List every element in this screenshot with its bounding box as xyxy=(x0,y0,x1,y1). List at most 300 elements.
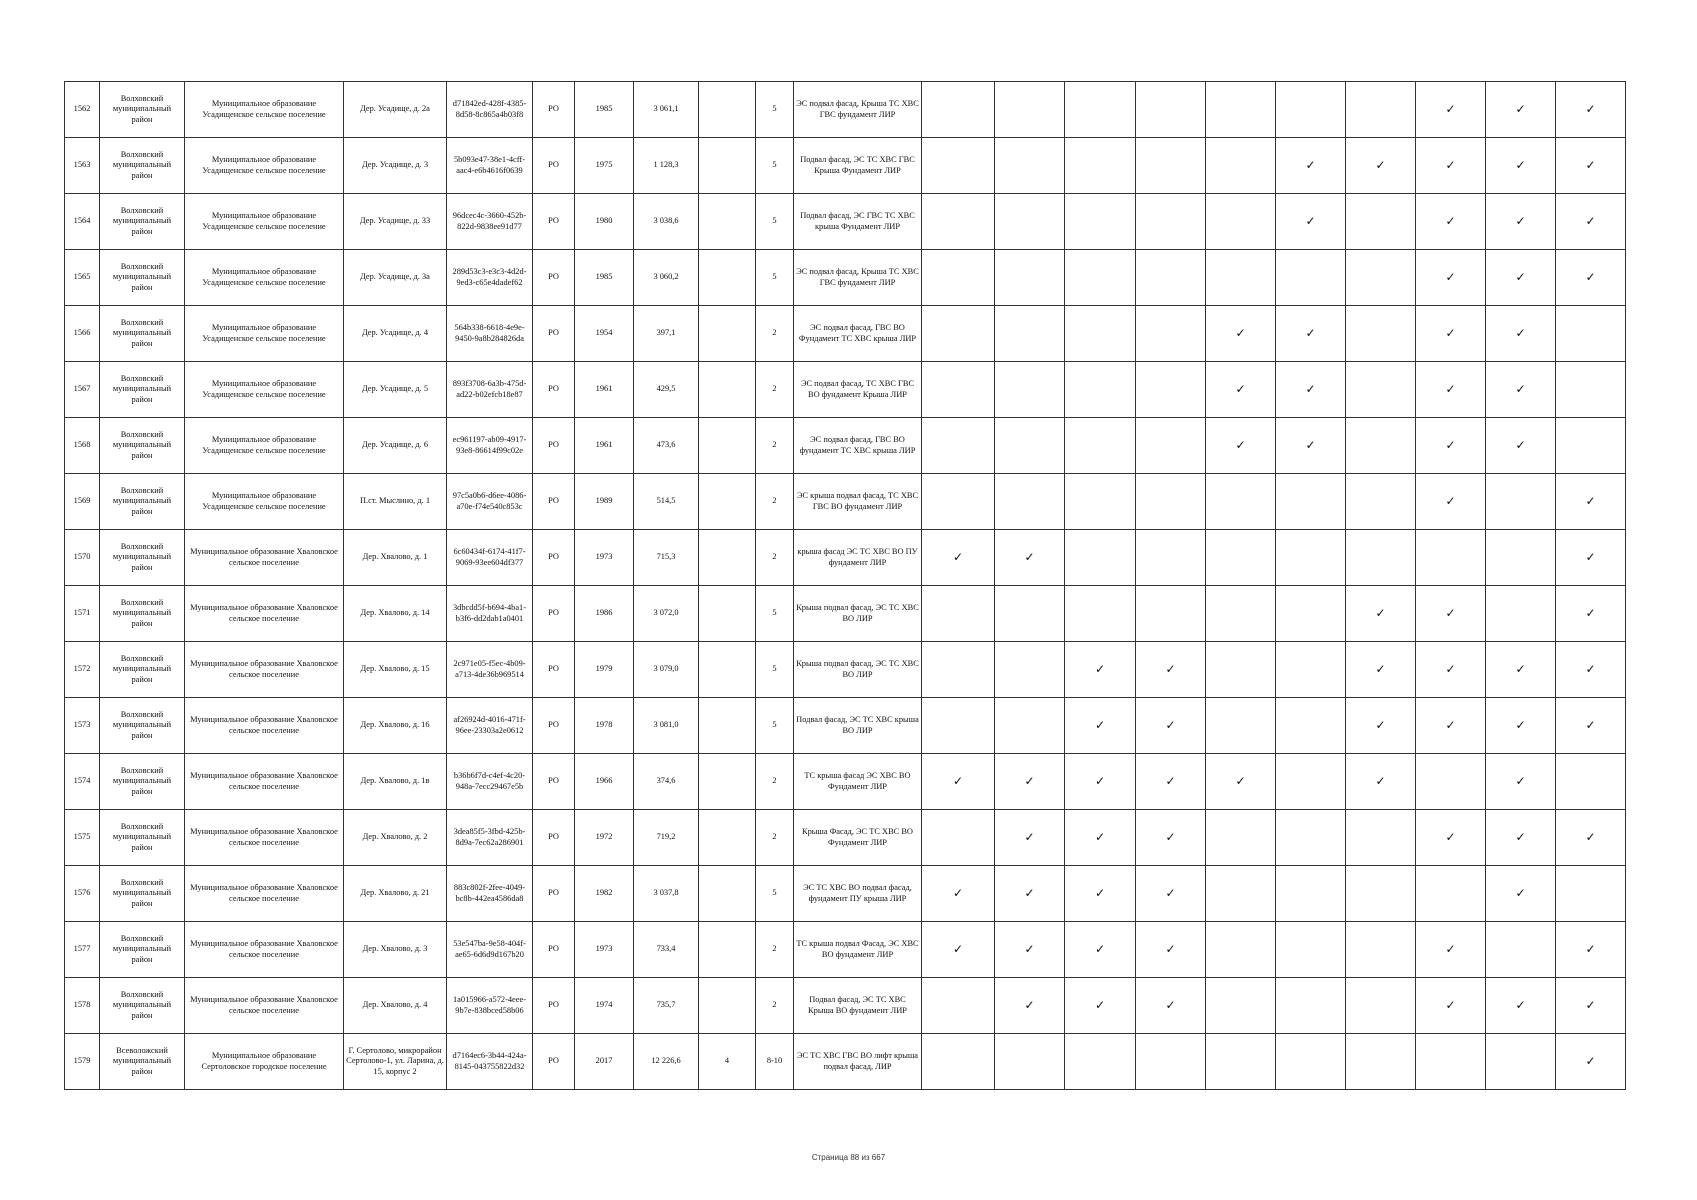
municipality-cell: Муниципальное образование Усадищенское сельское поселение xyxy=(185,306,344,362)
checkmark-icon: ✓ xyxy=(952,886,964,901)
checkmark-icon: ✓ xyxy=(1375,606,1386,621)
checkmark-icon: ✓ xyxy=(1305,214,1316,229)
floors-cell: 2 xyxy=(756,474,794,530)
checkmark-icon: ✓ xyxy=(1094,662,1106,677)
work-check-cell xyxy=(1556,418,1626,474)
table-row xyxy=(65,530,1626,586)
address-cell: Г. Сертолово, микрорайон Сертолово-1, ул. Ларина, д. 15, корпус 2 xyxy=(344,1034,447,1090)
checkmark-icon: ✓ xyxy=(1445,158,1456,173)
house-code-cell: 6c60434f-6174-41f7-9069-93ee604df377 xyxy=(447,530,533,586)
checkmark-icon: ✓ xyxy=(1585,494,1596,509)
checkmark-icon: ✓ xyxy=(1445,662,1456,677)
work-check-cell xyxy=(922,754,995,810)
type-cell: РО xyxy=(533,306,575,362)
type-cell: РО xyxy=(533,810,575,866)
work-check-cell xyxy=(1136,418,1206,474)
area-cell: 473,6 xyxy=(634,418,699,474)
checkmark-icon: ✓ xyxy=(1515,270,1526,285)
checkmark-icon: ✓ xyxy=(1445,942,1456,957)
type-cell: РО xyxy=(533,82,575,138)
house-code-cell: 3dbcdd5f-b694-4ba1-b3f6-dd2dab1a0401 xyxy=(447,586,533,642)
work-check-cell xyxy=(1416,138,1486,194)
row-number-cell: 1573 xyxy=(65,698,100,754)
area-cell: 3 081,0 xyxy=(634,698,699,754)
checkmark-icon: ✓ xyxy=(1515,774,1526,789)
row-number-cell: 1564 xyxy=(65,194,100,250)
checkmark-icon: ✓ xyxy=(1515,662,1526,677)
work-check-cell xyxy=(1346,754,1416,810)
house-code-cell: 289d53c3-e3c3-4d2d-9ed3-c65e4dadef62 xyxy=(447,250,533,306)
house-code-cell: 53e547ba-9e58-404f-ae65-6d6d9d167b20 xyxy=(447,922,533,978)
work-check-cell xyxy=(1346,194,1416,250)
work-check-cell xyxy=(1556,474,1626,530)
work-check-cell xyxy=(1206,1034,1276,1090)
district-cell: Волховский муниципальный район xyxy=(100,530,185,586)
house-code-cell: 2c971e05-f5ec-4b09-a713-4de36b969514 xyxy=(447,642,533,698)
checkmark-icon: ✓ xyxy=(1375,158,1386,173)
work-check-cell xyxy=(1556,306,1626,362)
floors-extra-cell xyxy=(699,194,756,250)
address-cell: Дер. Усадище, д. 5 xyxy=(344,362,447,418)
checkmark-icon: ✓ xyxy=(1585,102,1596,117)
work-check-cell xyxy=(1346,138,1416,194)
work-check-cell xyxy=(1276,418,1346,474)
work-check-cell xyxy=(1065,698,1136,754)
district-cell: Волховский муниципальный район xyxy=(100,866,185,922)
district-cell: Волховский муниципальный район xyxy=(100,586,185,642)
checkmark-icon: ✓ xyxy=(1094,886,1106,901)
work-check-cell xyxy=(1136,194,1206,250)
house-code-cell: 1a015966-a572-4eee-9b7e-838bced58b06 xyxy=(447,978,533,1034)
works-cell: ЭС ТС ХВС ГВС ВО лифт крыша подвал фасад, ЛИР xyxy=(794,1034,922,1090)
work-check-cell xyxy=(995,250,1065,306)
checkmark-icon: ✓ xyxy=(1585,270,1596,285)
floors-extra-cell: 4 xyxy=(699,1034,756,1090)
row-number-cell: 1572 xyxy=(65,642,100,698)
district-cell: Волховский муниципальный район xyxy=(100,82,185,138)
checkmark-icon: ✓ xyxy=(1445,270,1456,285)
work-check-cell xyxy=(1556,754,1626,810)
work-check-cell xyxy=(1136,810,1206,866)
checkmark-icon: ✓ xyxy=(1515,102,1526,117)
work-check-cell xyxy=(1065,362,1136,418)
work-check-cell xyxy=(1276,194,1346,250)
floors-extra-cell xyxy=(699,530,756,586)
work-check-cell xyxy=(1556,586,1626,642)
floors-extra-cell xyxy=(699,418,756,474)
checkmark-icon: ✓ xyxy=(1094,942,1106,957)
work-check-cell xyxy=(1065,306,1136,362)
year-cell: 1989 xyxy=(575,474,634,530)
work-check-cell xyxy=(1346,418,1416,474)
checkmark-icon: ✓ xyxy=(1024,942,1035,957)
work-check-cell xyxy=(1486,474,1556,530)
work-check-cell xyxy=(1486,586,1556,642)
floors-extra-cell xyxy=(699,754,756,810)
address-cell: Дер. Усадище, д. 3 xyxy=(344,138,447,194)
type-cell: РО xyxy=(533,194,575,250)
work-check-cell xyxy=(995,82,1065,138)
work-check-cell xyxy=(1136,698,1206,754)
checkmark-icon: ✓ xyxy=(1235,382,1246,397)
work-check-cell xyxy=(995,138,1065,194)
type-cell: РО xyxy=(533,642,575,698)
checkmark-icon: ✓ xyxy=(1445,382,1456,397)
checkmark-icon: ✓ xyxy=(1585,830,1596,845)
work-check-cell xyxy=(1276,306,1346,362)
municipality-cell: Муниципальное образование Усадищенское сельское поселение xyxy=(185,418,344,474)
address-cell: Дер. Хвалово, д. 3 xyxy=(344,922,447,978)
checkmark-icon: ✓ xyxy=(1305,158,1316,173)
checkmark-icon: ✓ xyxy=(1305,382,1316,397)
type-cell: РО xyxy=(533,978,575,1034)
checkmark-icon: ✓ xyxy=(1375,718,1386,733)
work-check-cell xyxy=(1346,642,1416,698)
table-row xyxy=(65,810,1626,866)
address-cell: Дер. Хвалово, д. 2 xyxy=(344,810,447,866)
district-cell: Волховский муниципальный район xyxy=(100,810,185,866)
checkmark-icon: ✓ xyxy=(952,942,964,957)
work-check-cell xyxy=(1346,530,1416,586)
municipality-cell: Муниципальное образование Хваловское сельское поселение xyxy=(185,530,344,586)
work-check-cell xyxy=(1206,810,1276,866)
work-check-cell xyxy=(1276,922,1346,978)
work-check-cell xyxy=(995,1034,1065,1090)
work-check-cell xyxy=(1416,418,1486,474)
work-check-cell xyxy=(1276,250,1346,306)
work-check-cell xyxy=(1065,922,1136,978)
checkmark-icon: ✓ xyxy=(1445,438,1456,453)
table-row xyxy=(65,754,1626,810)
checkmark-icon: ✓ xyxy=(1585,1054,1596,1069)
work-check-cell xyxy=(1276,698,1346,754)
house-code-cell: 883c802f-2fee-4049-bc8b-442ea4586da8 xyxy=(447,866,533,922)
work-check-cell xyxy=(1346,698,1416,754)
work-check-cell xyxy=(922,362,995,418)
work-check-cell xyxy=(1556,530,1626,586)
row-number-cell: 1577 xyxy=(65,922,100,978)
checkmark-icon: ✓ xyxy=(1094,718,1106,733)
row-number-cell: 1575 xyxy=(65,810,100,866)
works-cell: Подвал фасад, ЭС ТС ХВС ГВС Крыша Фундамент ЛИР xyxy=(794,138,922,194)
year-cell: 1966 xyxy=(575,754,634,810)
work-check-cell xyxy=(1065,642,1136,698)
works-cell: ЭС крыша подвал фасад, ТС ХВС ГВС ВО фундамент ЛИР xyxy=(794,474,922,530)
type-cell: РО xyxy=(533,586,575,642)
work-check-cell xyxy=(1276,586,1346,642)
works-cell: Крыша Фасад, ЭС ТС ХВС ВО Фундамент ЛИР xyxy=(794,810,922,866)
work-check-cell xyxy=(1136,82,1206,138)
works-cell: Крыша подвал фасад, ЭС ТС ХВС ВО ЛИР xyxy=(794,586,922,642)
work-check-cell xyxy=(1346,474,1416,530)
year-cell: 1973 xyxy=(575,530,634,586)
works-cell: ТС крыша фасад ЭС ХВС ВО Фундамент ЛИР xyxy=(794,754,922,810)
work-check-cell xyxy=(1556,1034,1626,1090)
work-check-cell xyxy=(995,306,1065,362)
work-check-cell xyxy=(995,810,1065,866)
district-cell: Волховский муниципальный район xyxy=(100,642,185,698)
checkmark-icon: ✓ xyxy=(1165,774,1176,789)
work-check-cell xyxy=(1346,978,1416,1034)
checkmark-icon: ✓ xyxy=(1094,774,1106,789)
work-check-cell xyxy=(995,418,1065,474)
municipality-cell: Муниципальное образование Хваловское сельское поселение xyxy=(185,642,344,698)
work-check-cell xyxy=(1556,810,1626,866)
work-check-cell xyxy=(1556,250,1626,306)
municipality-cell: Муниципальное образование Хваловское сельское поселение xyxy=(185,810,344,866)
floors-cell: 5 xyxy=(756,82,794,138)
table-row xyxy=(65,866,1626,922)
municipality-cell: Муниципальное образование Хваловское сельское поселение xyxy=(185,698,344,754)
municipality-cell: Муниципальное образование Усадищенское сельское поселение xyxy=(185,138,344,194)
house-code-cell: 5b093e47-38e1-4cff-aac4-e6b4616f0639 xyxy=(447,138,533,194)
work-check-cell xyxy=(1486,1034,1556,1090)
checkmark-icon: ✓ xyxy=(1445,494,1456,509)
work-check-cell xyxy=(922,474,995,530)
work-check-cell xyxy=(1556,362,1626,418)
house-code-cell: 893f3708-6a3b-475d-ad22-b02efcb18e87 xyxy=(447,362,533,418)
work-check-cell xyxy=(995,978,1065,1034)
row-number-cell: 1578 xyxy=(65,978,100,1034)
floors-cell: 5 xyxy=(756,866,794,922)
checkmark-icon: ✓ xyxy=(1585,214,1596,229)
work-check-cell xyxy=(1276,82,1346,138)
district-cell: Волховский муниципальный район xyxy=(100,698,185,754)
works-cell: Крыша подвал фасад, ЭС ТС ХВС ВО ЛИР xyxy=(794,642,922,698)
floors-cell: 8-10 xyxy=(756,1034,794,1090)
floors-extra-cell xyxy=(699,82,756,138)
work-check-cell xyxy=(1416,530,1486,586)
work-check-cell xyxy=(1065,418,1136,474)
row-number-cell: 1566 xyxy=(65,306,100,362)
district-cell: Волховский муниципальный район xyxy=(100,306,185,362)
works-cell: Подвал фасад, ЭС ТС ХВС Крыша ВО фундамент ЛИР xyxy=(794,978,922,1034)
checkmark-icon: ✓ xyxy=(1165,886,1176,901)
checkmark-icon: ✓ xyxy=(1445,998,1456,1013)
checkmark-icon: ✓ xyxy=(1165,998,1176,1013)
area-cell: 3 038,6 xyxy=(634,194,699,250)
work-check-cell xyxy=(922,194,995,250)
district-cell: Волховский муниципальный район xyxy=(100,194,185,250)
checkmark-icon: ✓ xyxy=(1024,830,1035,845)
work-check-cell xyxy=(922,698,995,754)
checkmark-icon: ✓ xyxy=(952,550,964,565)
table-row xyxy=(65,474,1626,530)
house-code-cell: d71842ed-428f-4385-8d58-8c865a4b03f8 xyxy=(447,82,533,138)
work-check-cell xyxy=(1486,250,1556,306)
work-check-cell xyxy=(1486,698,1556,754)
work-check-cell xyxy=(1136,530,1206,586)
work-check-cell xyxy=(1416,922,1486,978)
work-check-cell xyxy=(995,586,1065,642)
year-cell: 1978 xyxy=(575,698,634,754)
area-cell: 715,3 xyxy=(634,530,699,586)
works-cell: ЭС ТС ХВС ВО подвал фасад, фундамент ПУ крыша ЛИР xyxy=(794,866,922,922)
work-check-cell xyxy=(1556,194,1626,250)
checkmark-icon: ✓ xyxy=(1094,830,1106,845)
work-check-cell xyxy=(1136,866,1206,922)
work-check-cell xyxy=(1136,922,1206,978)
house-code-cell: ec961197-ab09-4917-93e8-86614f99c02e xyxy=(447,418,533,474)
checkmark-icon: ✓ xyxy=(1585,942,1596,957)
checkmark-icon: ✓ xyxy=(1235,438,1246,453)
work-check-cell xyxy=(1065,474,1136,530)
row-number-cell: 1563 xyxy=(65,138,100,194)
work-check-cell xyxy=(1486,978,1556,1034)
work-check-cell xyxy=(1416,82,1486,138)
floors-cell: 2 xyxy=(756,306,794,362)
work-check-cell xyxy=(1206,418,1276,474)
works-cell: Подвал фасад, ЭС ТС ХВС крыша ВО ЛИР xyxy=(794,698,922,754)
year-cell: 1961 xyxy=(575,418,634,474)
floors-extra-cell xyxy=(699,306,756,362)
floors-extra-cell xyxy=(699,698,756,754)
work-check-cell xyxy=(922,530,995,586)
address-cell: П.ст. Мыслино, д. 1 xyxy=(344,474,447,530)
row-number-cell: 1569 xyxy=(65,474,100,530)
row-number-cell: 1574 xyxy=(65,754,100,810)
work-check-cell xyxy=(995,922,1065,978)
table-row xyxy=(65,82,1626,138)
year-cell: 1975 xyxy=(575,138,634,194)
work-check-cell xyxy=(1136,978,1206,1034)
work-check-cell xyxy=(1486,754,1556,810)
district-cell: Волховский муниципальный район xyxy=(100,922,185,978)
district-cell: Волховский муниципальный район xyxy=(100,978,185,1034)
work-check-cell xyxy=(1556,698,1626,754)
address-cell: Дер. Усадище, д. 4 xyxy=(344,306,447,362)
work-check-cell xyxy=(1486,810,1556,866)
address-cell: Дер. Хвалово, д. 14 xyxy=(344,586,447,642)
work-check-cell xyxy=(1486,922,1556,978)
housing-register-table xyxy=(64,81,1626,1090)
municipality-cell: Муниципальное образование Усадищенское сельское поселение xyxy=(185,194,344,250)
checkmark-icon: ✓ xyxy=(1515,438,1526,453)
work-check-cell xyxy=(995,362,1065,418)
year-cell: 1986 xyxy=(575,586,634,642)
type-cell: РО xyxy=(533,362,575,418)
work-check-cell xyxy=(1136,306,1206,362)
year-cell: 1985 xyxy=(575,250,634,306)
checkmark-icon: ✓ xyxy=(952,774,964,789)
checkmark-icon: ✓ xyxy=(1024,886,1035,901)
house-code-cell: af26924d-4016-471f-96ee-23303a2e0612 xyxy=(447,698,533,754)
floors-cell: 5 xyxy=(756,138,794,194)
floors-cell: 5 xyxy=(756,194,794,250)
floors-extra-cell xyxy=(699,810,756,866)
area-cell: 397,1 xyxy=(634,306,699,362)
checkmark-icon: ✓ xyxy=(1445,718,1456,733)
checkmark-icon: ✓ xyxy=(1515,326,1526,341)
work-check-cell xyxy=(1206,530,1276,586)
house-code-cell: 97c5a0b6-d6ee-4086-a70e-f74e540c853c xyxy=(447,474,533,530)
municipality-cell: Муниципальное образование Усадищенское сельское поселение xyxy=(185,474,344,530)
table-body xyxy=(65,82,1626,1090)
work-check-cell xyxy=(1276,1034,1346,1090)
row-number-cell: 1576 xyxy=(65,866,100,922)
floors-cell: 5 xyxy=(756,250,794,306)
table-row xyxy=(65,194,1626,250)
checkmark-icon: ✓ xyxy=(1445,102,1456,117)
year-cell: 1980 xyxy=(575,194,634,250)
municipality-cell: Муниципальное образование Хваловское сельское поселение xyxy=(185,978,344,1034)
work-check-cell xyxy=(1276,642,1346,698)
work-check-cell xyxy=(1065,754,1136,810)
floors-extra-cell xyxy=(699,250,756,306)
works-cell: ЭС подвал фасад, ГВС ВО фундамент ТС ХВС крыша ЛИР xyxy=(794,418,922,474)
work-check-cell xyxy=(1206,754,1276,810)
row-number-cell: 1570 xyxy=(65,530,100,586)
type-cell: РО xyxy=(533,250,575,306)
municipality-cell: Муниципальное образование Усадищенское сельское поселение xyxy=(185,362,344,418)
area-cell: 3 037,8 xyxy=(634,866,699,922)
district-cell: Всеволожский муниципальный район xyxy=(100,1034,185,1090)
floors-cell: 2 xyxy=(756,530,794,586)
checkmark-icon: ✓ xyxy=(1445,214,1456,229)
year-cell: 1954 xyxy=(575,306,634,362)
municipality-cell: Муниципальное образование Хваловское сельское поселение xyxy=(185,922,344,978)
checkmark-icon: ✓ xyxy=(1024,774,1035,789)
work-check-cell xyxy=(1416,586,1486,642)
works-cell: крыша фасад ЭС ТС ХВС ВО ПУ фундамент ЛИР xyxy=(794,530,922,586)
municipality-cell: Муниципальное образование Усадищенское сельское поселение xyxy=(185,250,344,306)
work-check-cell xyxy=(1416,866,1486,922)
district-cell: Волховский муниципальный район xyxy=(100,250,185,306)
work-check-cell xyxy=(1065,1034,1136,1090)
work-check-cell xyxy=(922,1034,995,1090)
checkmark-icon: ✓ xyxy=(1515,382,1526,397)
work-check-cell xyxy=(1486,418,1556,474)
checkmark-icon: ✓ xyxy=(1165,718,1176,733)
work-check-cell xyxy=(1206,362,1276,418)
checkmark-icon: ✓ xyxy=(1165,942,1176,957)
table-row xyxy=(65,418,1626,474)
district-cell: Волховский муниципальный район xyxy=(100,362,185,418)
work-check-cell xyxy=(1065,82,1136,138)
work-check-cell xyxy=(1416,250,1486,306)
year-cell: 1972 xyxy=(575,810,634,866)
work-check-cell xyxy=(1206,978,1276,1034)
area-cell: 3 060,2 xyxy=(634,250,699,306)
work-check-cell xyxy=(1065,250,1136,306)
work-check-cell xyxy=(1136,138,1206,194)
work-check-cell xyxy=(1346,586,1416,642)
work-check-cell xyxy=(1416,306,1486,362)
checkmark-icon: ✓ xyxy=(1235,326,1246,341)
address-cell: Дер. Хвалово, д. 1в xyxy=(344,754,447,810)
district-cell: Волховский муниципальный район xyxy=(100,138,185,194)
work-check-cell xyxy=(995,754,1065,810)
work-check-cell xyxy=(995,474,1065,530)
work-check-cell xyxy=(1206,474,1276,530)
checkmark-icon: ✓ xyxy=(1305,326,1316,341)
work-check-cell xyxy=(1136,586,1206,642)
work-check-cell xyxy=(1346,866,1416,922)
address-cell: Дер. Хвалово, д. 1 xyxy=(344,530,447,586)
year-cell: 2017 xyxy=(575,1034,634,1090)
address-cell: Дер. Усадище, д. 6 xyxy=(344,418,447,474)
municipality-cell: Муниципальное образование Сертоловское городское поселение xyxy=(185,1034,344,1090)
table-row xyxy=(65,978,1626,1034)
work-check-cell xyxy=(1065,810,1136,866)
work-check-cell xyxy=(1486,362,1556,418)
row-number-cell: 1568 xyxy=(65,418,100,474)
work-check-cell xyxy=(1486,306,1556,362)
checkmark-icon: ✓ xyxy=(1445,326,1456,341)
work-check-cell xyxy=(1486,642,1556,698)
checkmark-icon: ✓ xyxy=(1515,158,1526,173)
address-cell: Дер. Усадище, д. 33 xyxy=(344,194,447,250)
